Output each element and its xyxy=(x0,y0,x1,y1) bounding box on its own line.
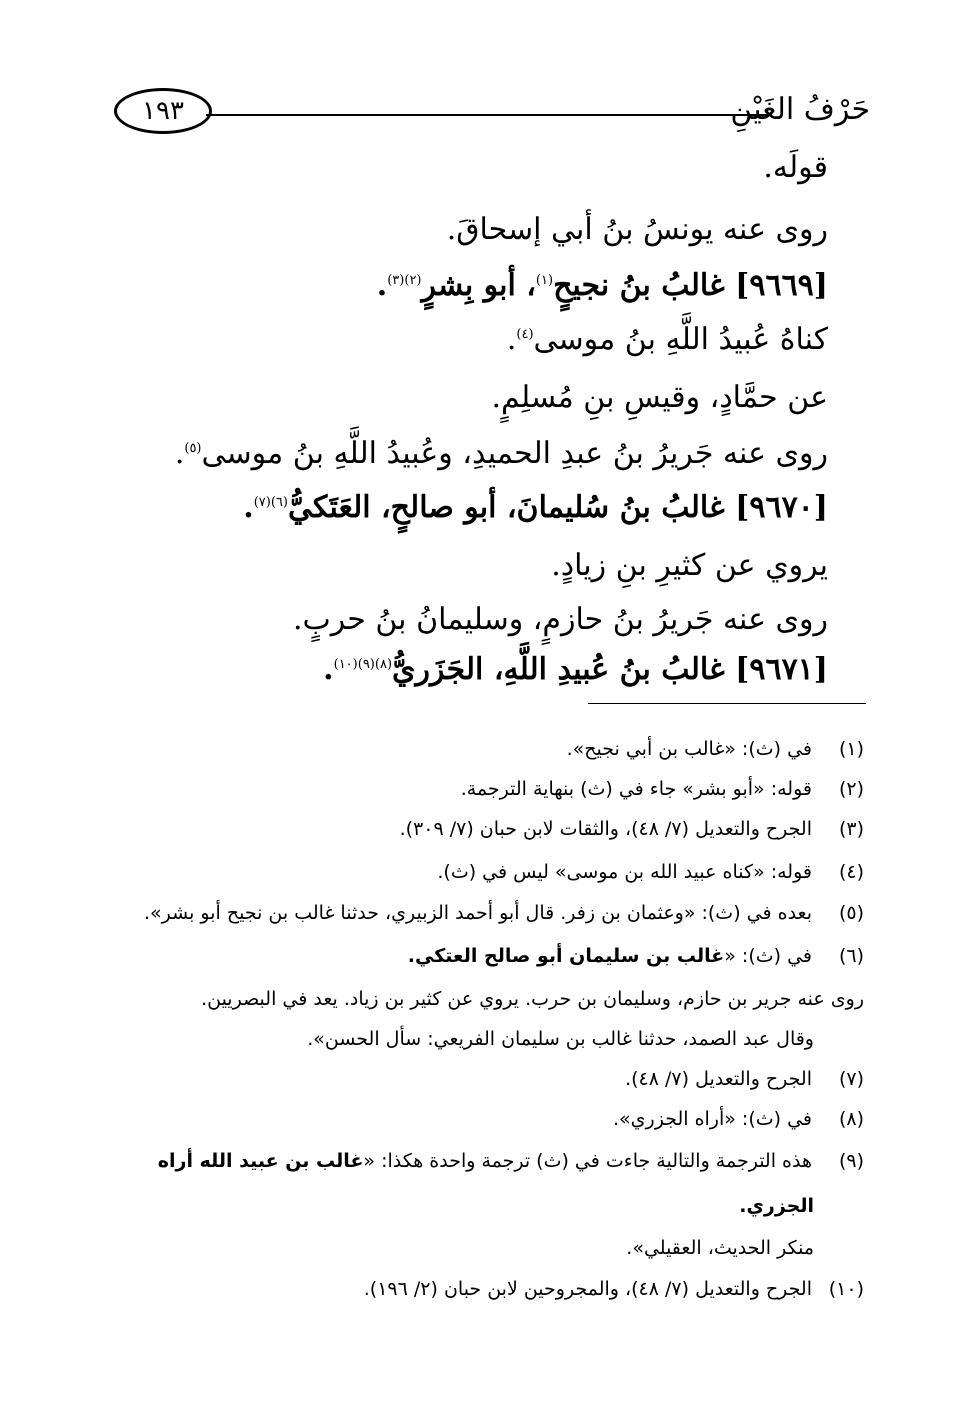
punctuation: . xyxy=(323,652,334,687)
footnote-text: في (ث): «أراه الجزري». xyxy=(613,1108,812,1130)
footnote-number: (٤) xyxy=(838,861,864,883)
punctuation: . xyxy=(376,268,388,303)
footnote-number: (٦) xyxy=(838,945,864,967)
footnote-6-continuation-2: وقال عبد الصمد، حدثنا غالب بن سليمان الفريعي: سأل الحسن». xyxy=(307,1028,814,1050)
footnote-text xyxy=(158,1150,812,1172)
footnote-ref[interactable]: (١) xyxy=(535,273,554,288)
footnote-number: (٥) xyxy=(838,902,864,924)
footnote-number: (٩) xyxy=(838,1150,864,1172)
punctuation: . xyxy=(506,322,517,357)
footnote-text-bold: غالب بن عبيد الله أراه xyxy=(157,1150,364,1172)
body-text: يروي عن كثيرِ بنِ زيادٍ. xyxy=(551,548,828,583)
footnote-ref[interactable]: (٦)(٧) xyxy=(253,495,288,510)
footnote-ref[interactable]: (٥) xyxy=(184,441,202,456)
footnote-number: (٢) xyxy=(838,778,864,800)
body-line-8 xyxy=(551,548,828,583)
entry-name: [٩٦٧٠] غالبُ بنُ سُليمانَ، أبو صالحٍ، العَتَكيُّ xyxy=(287,490,828,525)
footnote-ref[interactable]: (٨)(٩)(١٠) xyxy=(333,657,393,672)
entry-kunya: ، أبو بِشرٍ xyxy=(421,268,536,303)
entry-name: [٩٦٧١] غالبُ بنُ عُبيدِ اللَّهِ، الجَزَريُّ xyxy=(392,652,828,687)
footnote-separator xyxy=(588,703,866,704)
footnote-text: قوله: «كناه عبيد الله بن موسى» ليس في (ث). xyxy=(437,861,812,883)
footnote-6-continuation-1: روى عنه جرير بن حازم، وسليمان بن حرب. يروي عن كثير بن زياد. يعد في البصريين. xyxy=(201,988,864,1010)
footnote-ref[interactable]: (٢)(٣) xyxy=(387,273,422,288)
footnote-ref[interactable]: (٤) xyxy=(516,327,534,342)
footnote-number: (٧) xyxy=(838,1068,864,1090)
punctuation: . xyxy=(174,436,185,471)
footnote-text: الجرح والتعديل (٧/ ٤٨)، والمجروحين لابن حبان (٢/ ١٩٦). xyxy=(363,1278,812,1300)
footnote-text: الجرح والتعديل (٧/ ٤٨). xyxy=(625,1068,812,1090)
footnote-number: (٣) xyxy=(838,818,864,840)
body-line-1 xyxy=(763,150,828,185)
page-number: ١٩٣ xyxy=(114,88,212,134)
footnote-text: في (ث): «غالب بن أبي نجيح». xyxy=(566,738,812,760)
body-text: قولَه. xyxy=(763,150,828,185)
footnote-text: الجرح والتعديل (٧/ ٤٨)، والثقات لابن حبان (٧/ ٣٠٩). xyxy=(399,818,812,840)
footnote-number: (١) xyxy=(838,738,864,760)
footnote-text: بعده في (ث): «وعثمان بن زفر. قال أبو أحمد الزبيري، حدثنا غالب بن نجيح أبو بشر». xyxy=(143,902,812,924)
footnote-text-prefix: في (ث): « xyxy=(724,945,812,967)
footnote-9-continuation-1: الجزري. xyxy=(739,1195,814,1217)
footnote-text: قوله: «أبو بشر» جاء في (ث) بنهاية الترجمة. xyxy=(460,778,812,800)
entry-9670-heading xyxy=(243,490,828,525)
footnote-text xyxy=(408,945,812,967)
body-line-5 xyxy=(491,380,828,415)
footnote-number: (١٠) xyxy=(828,1278,864,1300)
body-line-4 xyxy=(507,322,828,357)
chapter-title: حَرْفُ الغَيْنِ xyxy=(730,92,870,127)
body-line-2 xyxy=(447,212,828,247)
body-text: كناهُ عُبيدُ اللَّهِ بنُ موسى xyxy=(533,322,828,357)
body-text: عن حمَّادٍ، وقيسِ بنِ مُسلِمٍ. xyxy=(491,380,828,415)
entry-name: [٩٦٦٩] غالبُ بنُ نجيحٍ xyxy=(553,268,828,303)
footnote-text-bold: غالب بن سليمان أبو صالح العتكي. xyxy=(407,945,725,967)
footnote-text-prefix: هذه الترجمة والتالية جاءت في (ث) ترجمة واحدة هكذا: « xyxy=(363,1150,812,1172)
body-text: روى عنه جَريرُ بنُ حازمٍ، وسليمانُ بنُ حربٍ. xyxy=(292,602,828,637)
header-rule xyxy=(206,114,770,116)
footnote-9-continuation-2: منكر الحديث، العقيلي». xyxy=(626,1237,814,1259)
body-line-6 xyxy=(175,436,828,471)
body-line-9 xyxy=(293,602,828,637)
body-text: روى عنه يونسُ بنُ أبي إسحاقَ. xyxy=(446,212,828,247)
entry-9669-heading xyxy=(377,268,828,303)
footnote-number: (٨) xyxy=(838,1108,864,1130)
entry-9671-heading xyxy=(323,652,828,687)
body-text: روى عنه جَريرُ بنُ عبدِ الحميدِ، وعُبيدُ اللَّهِ بنُ موسى xyxy=(201,436,828,471)
page-header xyxy=(110,88,870,138)
punctuation: . xyxy=(243,490,254,525)
